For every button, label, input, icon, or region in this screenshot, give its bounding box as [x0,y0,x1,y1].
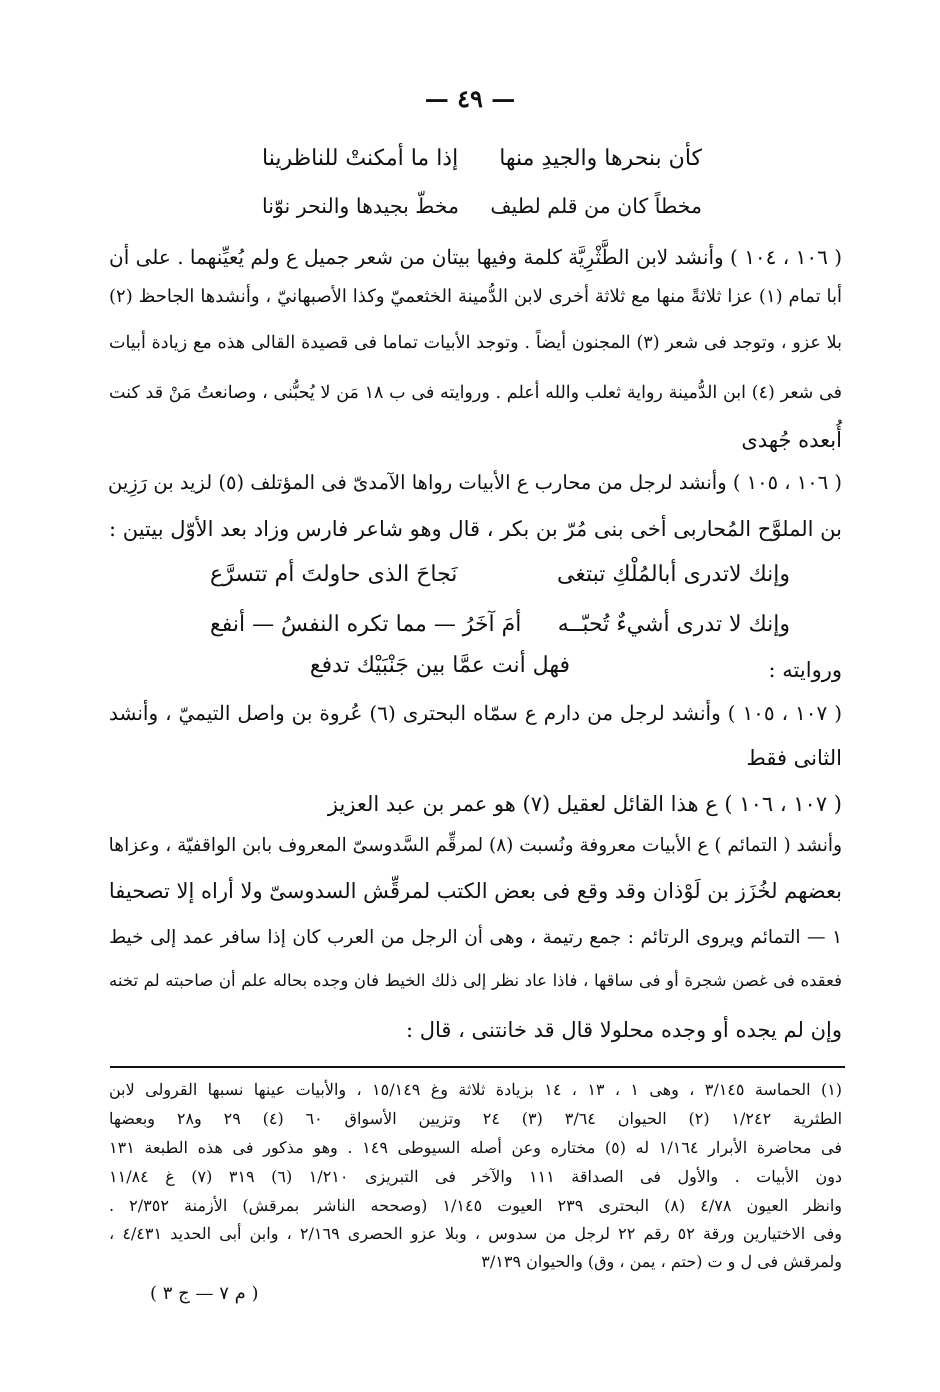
footnote-line: ولمرقش فى ل و ت (حتم ، يمن ، وق) والحيوان ٣/١٣٩ [481,1252,842,1271]
footnote-divider [110,1066,845,1068]
verse-hemistich: نَجاحَ الذى حاولتَ أم تتسرَّع [210,562,458,587]
signature-mark: ( م ٧ — ج ٣ ) [150,1283,259,1304]
body-line: ( ١٠٦ ، ١٠٥ ) وأنشد لرجل من محارب ع الأبيات رواها الآمدىّ فى المؤتلف (٥) لزيد بن رَزِين [108,471,842,494]
verse-line [262,146,702,171]
body-line: ١ — التمائم ويروى الرتائم : جمع رتيمة ، وهى أن الرجل من العرب كان إذا سافر عمد إلى خيط [109,927,842,948]
verse-line [262,194,702,218]
verse-hemistich: وإنك لا تدرى أشيءٌ تُحبّــه [557,612,790,637]
body-line: أُبعده جُهدى [741,428,842,452]
verse-line [210,612,790,637]
body-line: ( ١٠٧ ، ١٠٦ ) ع هذا القائل لعقيل (٧) هو عمر بن عبد العزيز [327,792,842,816]
body-line: فعقده فى غصن شجرة أو فى ساقها ، فاذا عاد نظر إلى ذلك الخيط فان وجده بحاله علم أن صاحبته لم تخنه [109,971,842,990]
page-number: — ٤٩ — [424,84,516,113]
body-line: ( ١٠٧ ، ١٠٥ ) وأنشد لرجل من دارم ع سمّاه البحترى (٦) عُروة بن واصل التيميّ ، وأنشد [109,701,842,725]
body-line: بلا عزو ، وتوجد فى شعر (٣) المجنون أيضاً . وتوجد الأبيات تماما فى قصيدة القالى هذه مع زيادة أبيات [109,333,842,353]
footnote-line: وفى الاختيارين ورقة ٥٢ رقم ٢٢ لرجل من سدوس ، وبلا عزو الحصرى ٢/١٦٩ ، وابن أبى الحديد ٤/٤٣١ ، [109,1224,843,1243]
footnote-line: (١) الحماسة ٣/١٤٥ ، وهى ١ ، ١٣ ، ١٤ بزيادة ثلاثة وغ ١٥/١٤٩ ، والأبيات عينها نسبها القرولى لابن [109,1080,843,1099]
footnote-line: دون الأبيات . والأول فى الصداقة ١١١ والآخر فى التبريزى ١/٢١٠ (٦) ٣١٩ (٧) غ ١١/٨٤ [109,1167,843,1186]
body-line: وأنشد ( التمائم ) ع الأبيات معروفة ونُسبت (٨) لمرقِّم السَّدوسىّ المعروف بابن الواقفيّة ، وعزاها [108,835,842,856]
body-line: أبا تمام (١) عزا ثلاثةً منها مع ثلاثة أخرى لابن الدُّمينة الخثعميّ وكذا الأصبهانيّ ، وأنشدها الجاحظ (٢) [109,286,842,307]
footnote-line: وانظر العيون ٤/٧٨ (٨) البحترى ٢٣٩ العيوت ١/١٤٥ (وصححه الناشر بمرقش) الأزمنة ٢/٣٥٢ . [109,1196,843,1215]
riwaya-verse: فهل أنت عمَّا بين جَنْبَيْك تدفع [309,653,570,678]
footnote-line: الطثرية ١/٢٤٢ (٢) الحيوان ٣/٦٤ (٣) ٢٤ وتزيين الأسواق ٦٠ (٤) ٢٩ و٢٨ وبعضها [109,1109,843,1128]
body-line: الثانى فقط [746,746,842,770]
verse-hemistich: إذا ما أمكنتْ للناظرينا [262,146,459,171]
riwaya-label: وروايته : [768,658,842,682]
verse-hemistich: وإنك لاتدرى أبالمُلْكِ تبتغى [557,562,790,587]
footnote-line: فى محاضرة الأبرار ١/١٦٤ له (٥) مختاره وعن أصله السيوطى ١٤٩ . وهو مذكور فى هذه الطبعة ١٣١ [109,1138,843,1157]
body-line: فى شعر (٤) ابن الدُّمينة رواية ثعلب والله أعلم . وروايته فى ب ١٨ مَن لا يُحبُّنى ، وصانعتُ مَنْ قد كنت [109,383,842,403]
verse-line [210,562,790,587]
body-line: وإن لم يجده أو وجده محلولا قال قد خانتنى ، قال : [405,1018,842,1042]
verse-hemistich: كأن بنحرها والجيدِ منها [499,146,702,171]
body-line: بن الملوَّح المُحاربى أخى بنى مُرّ بن بكر ، قال وهو شاعر فارس وزاد بعد الأوّل بيتين : [108,517,842,541]
body-line: ( ١٠٦ ، ١٠٤ ) وأنشد لابن الطَّثْرِيَّة كلمة وفيها بيتان من شعر جميل ع ولم يُعيِّنهما . على أن [109,245,843,269]
verse-hemistich: مخطاً كان من قلم لطيف [490,194,702,218]
body-line: بعضهم لخُزَز بن لَوْذان وقد وقع فى بعض الكتب لمرقِّش السدوسىّ ولا أراه إلا تصحيفا [108,879,842,903]
verse-hemistich: مخطّ بجيدها والنحر نوّنا [262,194,459,218]
verse-hemistich: أمَ آخَرُ — مما تكره النفسُ — أنفع [210,612,522,637]
